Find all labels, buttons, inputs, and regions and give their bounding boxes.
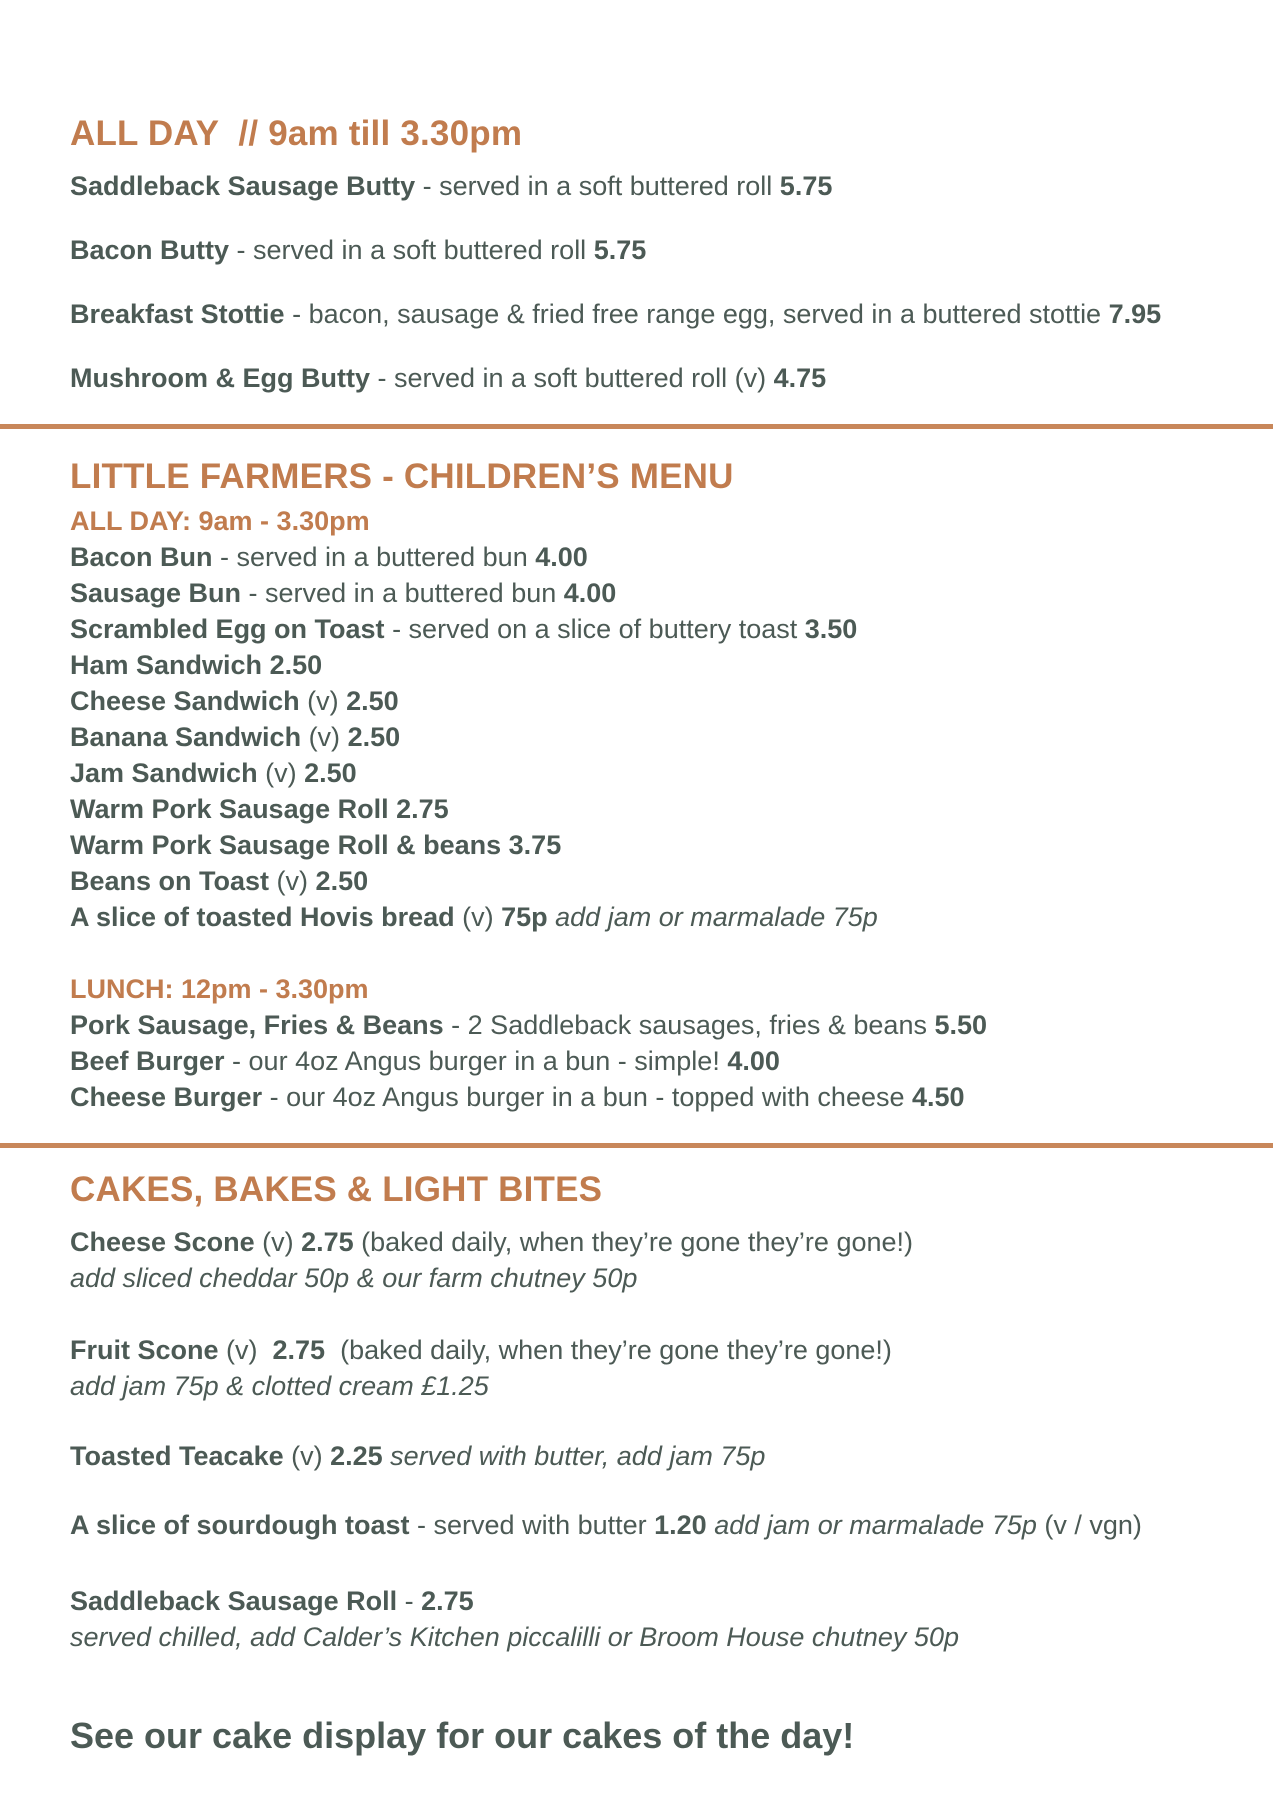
- children-lunch-list: [70, 1007, 1233, 1115]
- menu-item: Cheese Scone (v) 2.75 (baked daily, when they’re gone they’re gone!): [70, 1227, 913, 1257]
- all-day-subheading: ALL DAY: 9am - 3.30pm: [70, 506, 370, 536]
- list-item: Warm Pork Sausage Roll & beans 3.75: [70, 830, 562, 860]
- list-item: Cheese Burger - our 4oz Angus burger in a bun - topped with cheese 4.50: [70, 1082, 965, 1112]
- list-item: Cheese Sandwich (v) 2.50: [70, 686, 399, 716]
- menu-item: Mushroom & Egg Butty - served in a soft buttered roll (v) 4.75: [70, 363, 827, 393]
- menu-item: Saddleback Sausage Butty - served in a soft buttered roll 5.75: [70, 171, 833, 201]
- menu-item: Fruit Scone (v) 2.75 (baked daily, when they’re gone they’re gone!): [70, 1335, 892, 1365]
- list-item: Pork Sausage, Fries & Beans - 2 Saddleback sausages, fries & beans 5.50: [70, 1010, 988, 1040]
- list-item: Warm Pork Sausage Roll 2.75: [70, 794, 449, 824]
- menu-item-note: add jam 75p & clotted cream £1.25: [70, 1371, 489, 1401]
- list-item: Jam Sandwich (v) 2.50: [70, 758, 357, 788]
- menu-item-note: add sliced cheddar 50p & our farm chutney 50p: [70, 1263, 638, 1293]
- list-item: Banana Sandwich (v) 2.50: [70, 722, 401, 752]
- cakes-heading: CAKES, BAKES & LIGHT BITES: [70, 1170, 603, 1209]
- menu-item: Breakfast Stottie - bacon, sausage & fried free range egg, served in a buttered stottie 7.95: [70, 299, 1162, 329]
- section-divider: [0, 1143, 1273, 1148]
- cake-display-footer: See our cake display for our cakes of the day!: [70, 1715, 855, 1756]
- all-day-section: [70, 112, 1233, 396]
- menu-item: A slice of sourdough toast - served with butter 1.20 add jam or marmalade 75p (v / vgn): [70, 1510, 1142, 1540]
- section-divider: [0, 424, 1273, 429]
- menu-item: Saddleback Sausage Roll - 2.75: [70, 1586, 474, 1616]
- menu-item-note: served chilled, add Calder’s Kitchen piccalilli or Broom House chutney 50p: [70, 1622, 959, 1652]
- menu-item: Bacon Butty - served in a soft buttered roll 5.75: [70, 235, 647, 265]
- list-item: Scrambled Egg on Toast - served on a slice of buttery toast 3.50: [70, 614, 858, 644]
- menu-item: Toasted Teacake (v) 2.25 served with butter, add jam 75p: [70, 1441, 766, 1471]
- list-item: A slice of toasted Hovis bread (v) 75p add jam or marmalade 75p: [70, 902, 878, 932]
- list-item: Beef Burger - our 4oz Angus burger in a bun - simple! 4.00: [70, 1046, 780, 1076]
- list-item: Ham Sandwich 2.50: [70, 650, 323, 680]
- list-item: Bacon Bun - served in a buttered bun 4.00: [70, 542, 588, 572]
- list-item: Beans on Toast (v) 2.50: [70, 866, 369, 896]
- children-section: [70, 455, 1233, 1115]
- children-all-day-list: [70, 539, 1233, 935]
- lunch-subheading: LUNCH: 12pm - 3.30pm: [70, 974, 369, 1004]
- cakes-section: [70, 1168, 1233, 1655]
- all-day-heading: ALL DAY // 9am till 3.30pm: [70, 114, 523, 153]
- list-item: Sausage Bun - served in a buttered bun 4.00: [70, 578, 617, 608]
- children-heading: LITTLE FARMERS - CHILDREN’S MENU: [70, 457, 734, 496]
